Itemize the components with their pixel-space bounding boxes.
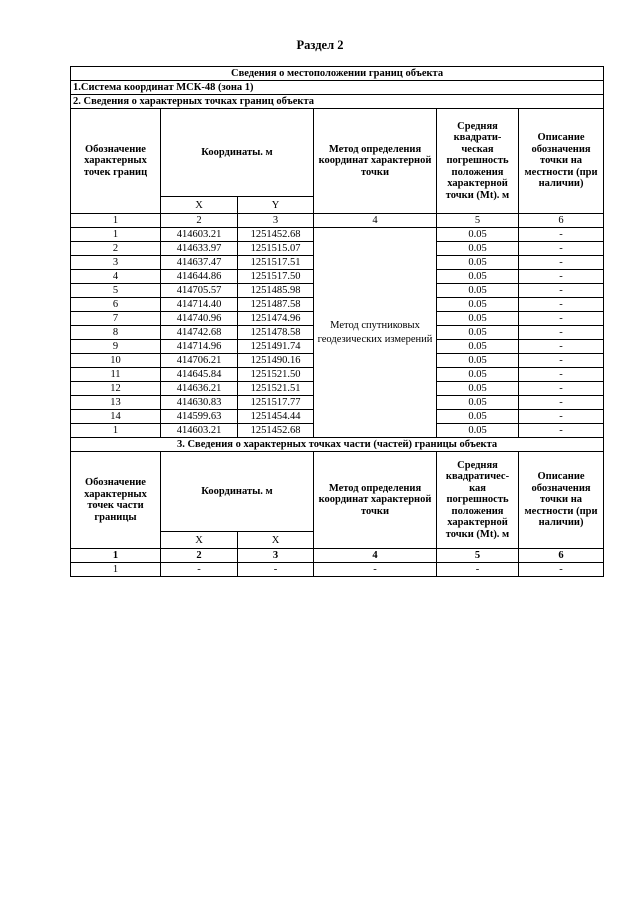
description-value: - <box>519 354 604 368</box>
description-value: - <box>519 396 604 410</box>
y-value: 1251491.74 <box>238 340 314 354</box>
s2-number-row <box>71 214 604 228</box>
s3-accuracy-value: - <box>437 563 519 577</box>
x-value: 414645.84 <box>161 368 238 382</box>
s3-column-number: 5 <box>437 549 519 563</box>
accuracy-value: 0.05 <box>437 340 519 354</box>
y-value: 1251452.68 <box>238 228 314 242</box>
description-value: - <box>519 284 604 298</box>
description-value: - <box>519 326 604 340</box>
x-value: 414603.21 <box>161 228 238 242</box>
description-value: - <box>519 382 604 396</box>
s3-header-method: Метод определения координат характерной точки <box>314 452 437 549</box>
accuracy-value: 0.05 <box>437 242 519 256</box>
accuracy-value: 0.05 <box>437 368 519 382</box>
description-value: - <box>519 340 604 354</box>
y-value: 1251487.58 <box>238 298 314 312</box>
y-value: 1251452.68 <box>238 424 314 438</box>
s2-column-number: 3 <box>238 214 314 228</box>
s2-header-description: Описание обозначения точки на местности (при наличии) <box>519 109 604 214</box>
x-value: 414705.57 <box>161 284 238 298</box>
point-number: 6 <box>71 298 161 312</box>
accuracy-value: 0.05 <box>437 424 519 438</box>
x-value: 414714.96 <box>161 340 238 354</box>
s3-number-row <box>71 549 604 563</box>
s3-header-point: Обозначение характерных точек части границы <box>71 452 161 549</box>
point-number: 11 <box>71 368 161 382</box>
accuracy-value: 0.05 <box>437 410 519 424</box>
x-value: 414636.21 <box>161 382 238 396</box>
description-value: - <box>519 228 604 242</box>
point-number: 2 <box>71 242 161 256</box>
method-value: Метод спутниковых геодезических измерений <box>314 228 437 438</box>
s3-column-number: 4 <box>314 549 437 563</box>
point-number: 14 <box>71 410 161 424</box>
s3-column-number: 2 <box>161 549 238 563</box>
coord-system: 1.Система координат МСК-48 (зона 1) <box>71 81 604 95</box>
description-value: - <box>519 298 604 312</box>
s3-header-x2: X <box>238 532 314 549</box>
point-number: 1 <box>71 424 161 438</box>
s3-y-value: - <box>238 563 314 577</box>
s2-column-number: 2 <box>161 214 238 228</box>
s3-column-number: 3 <box>238 549 314 563</box>
table-row <box>71 228 604 242</box>
x-value: 414630.83 <box>161 396 238 410</box>
s3-column-number: 1 <box>71 549 161 563</box>
s2-column-number: 6 <box>519 214 604 228</box>
s3-header-accuracy: Средняя квадратичес-кая погрешность положения характерной точки (Mt). м <box>437 452 519 549</box>
s3-table-row <box>71 563 604 577</box>
accuracy-value: 0.05 <box>437 396 519 410</box>
point-number: 13 <box>71 396 161 410</box>
s2-column-number: 5 <box>437 214 519 228</box>
s3-header-coords: Координаты. м <box>161 452 314 532</box>
y-value: 1251517.77 <box>238 396 314 410</box>
accuracy-value: 0.05 <box>437 326 519 340</box>
point-number: 9 <box>71 340 161 354</box>
x-value: 414633.97 <box>161 242 238 256</box>
s2-header-coords: Координаты. м <box>161 109 314 197</box>
description-value: - <box>519 270 604 284</box>
accuracy-value: 0.05 <box>437 298 519 312</box>
x-value: 414742.68 <box>161 326 238 340</box>
section-title: Раздел 2 <box>296 38 344 52</box>
s2-column-number: 1 <box>71 214 161 228</box>
point-number: 1 <box>71 228 161 242</box>
point-number: 4 <box>71 270 161 284</box>
point-number: 7 <box>71 312 161 326</box>
accuracy-value: 0.05 <box>437 228 519 242</box>
s2-header-y: Y <box>238 197 314 214</box>
table-title: Сведения о местоположении границ объекта <box>71 67 604 81</box>
s3-title: 3. Сведения о характерных точках части (частей) границы объекта <box>71 438 604 452</box>
boundary-table <box>70 66 604 577</box>
description-value: - <box>519 368 604 382</box>
description-value: - <box>519 256 604 270</box>
description-value: - <box>519 410 604 424</box>
y-value: 1251521.50 <box>238 368 314 382</box>
y-value: 1251490.16 <box>238 354 314 368</box>
x-value: 414714.40 <box>161 298 238 312</box>
x-value: 414637.47 <box>161 256 238 270</box>
s3-description-value: - <box>519 563 604 577</box>
s3-x-value: - <box>161 563 238 577</box>
s3-column-number: 6 <box>519 549 604 563</box>
description-value: - <box>519 242 604 256</box>
y-value: 1251474.96 <box>238 312 314 326</box>
s2-header-x: X <box>161 197 238 214</box>
y-value: 1251521.51 <box>238 382 314 396</box>
s2-header-method: Метод определения координат характерной точки <box>314 109 437 214</box>
s2-header-point: Обозначение характерных точек границ <box>71 109 161 214</box>
point-number: 3 <box>71 256 161 270</box>
point-number: 8 <box>71 326 161 340</box>
s2-column-number: 4 <box>314 214 437 228</box>
s3-header-x: X <box>161 532 238 549</box>
point-number: 10 <box>71 354 161 368</box>
accuracy-value: 0.05 <box>437 382 519 396</box>
s3-method-value: - <box>314 563 437 577</box>
accuracy-value: 0.05 <box>437 270 519 284</box>
y-value: 1251485.98 <box>238 284 314 298</box>
x-value: 414644.86 <box>161 270 238 284</box>
y-value: 1251478.58 <box>238 326 314 340</box>
point-number: 5 <box>71 284 161 298</box>
y-value: 1251454.44 <box>238 410 314 424</box>
accuracy-value: 0.05 <box>437 256 519 270</box>
x-value: 414599.63 <box>161 410 238 424</box>
s2-title: 2. Сведения о характерных точках границ объекта <box>71 95 604 109</box>
y-value: 1251517.50 <box>238 270 314 284</box>
description-value: - <box>519 424 604 438</box>
accuracy-value: 0.05 <box>437 354 519 368</box>
accuracy-value: 0.05 <box>437 284 519 298</box>
y-value: 1251515.07 <box>238 242 314 256</box>
point-number: 12 <box>71 382 161 396</box>
x-value: 414740.96 <box>161 312 238 326</box>
s3-point-number: 1 <box>71 563 161 577</box>
x-value: 414706.21 <box>161 354 238 368</box>
x-value: 414603.21 <box>161 424 238 438</box>
description-value: - <box>519 312 604 326</box>
s3-header-description: Описание обозначения точки на местности (при наличии) <box>519 452 604 549</box>
accuracy-value: 0.05 <box>437 312 519 326</box>
s2-header-accuracy: Средняя квадрати-ческая погрешность положения характерной точки (Mt). м <box>437 109 519 214</box>
y-value: 1251517.51 <box>238 256 314 270</box>
